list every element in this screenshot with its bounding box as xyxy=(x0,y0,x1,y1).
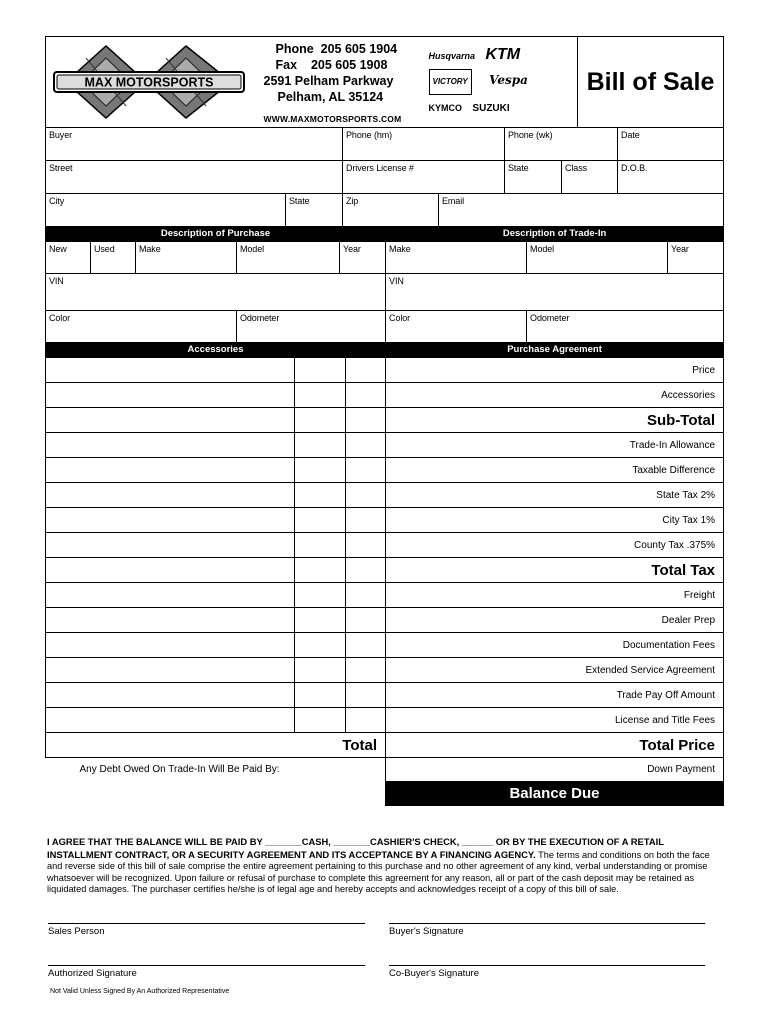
agreement-row xyxy=(46,683,724,708)
accessory-item-cell[interactable] xyxy=(46,583,295,608)
class-field[interactable]: Class xyxy=(562,161,618,194)
phone-hm-field[interactable]: Phone (hm) xyxy=(343,128,505,161)
max-motorsports-logo xyxy=(46,38,251,124)
email-field[interactable]: Email xyxy=(439,194,724,227)
husqvarna-logo: Husqvarna xyxy=(428,51,476,61)
accessory-qty-cell[interactable] xyxy=(295,658,346,683)
drivers-license-field[interactable]: Drivers License # xyxy=(343,161,505,194)
spacer-cell xyxy=(46,782,386,806)
accessory-item-cell[interactable] xyxy=(46,458,295,483)
accessory-item-cell[interactable] xyxy=(46,383,295,408)
accessory-price-cell[interactable] xyxy=(346,433,386,458)
fax-number: 205 605 1908 xyxy=(310,58,388,72)
agreement-cell[interactable] xyxy=(386,383,724,408)
agreement-cell[interactable] xyxy=(386,633,724,658)
agreement-label: Price xyxy=(692,364,716,376)
balance-due-label: Balance Due xyxy=(509,785,600,802)
tradein-make-field[interactable]: Make xyxy=(386,242,527,274)
accessory-price-cell[interactable] xyxy=(346,483,386,508)
buyer-signature-line[interactable] xyxy=(389,923,705,924)
accessory-qty-cell[interactable] xyxy=(295,558,346,583)
agreement-cell[interactable] xyxy=(386,658,724,683)
accessory-price-cell[interactable] xyxy=(346,683,386,708)
accessory-qty-cell[interactable] xyxy=(295,683,346,708)
accessory-price-cell[interactable] xyxy=(346,408,386,433)
down-payment-label: Down Payment xyxy=(647,764,715,775)
header-table xyxy=(45,36,724,128)
accessory-qty-cell[interactable] xyxy=(295,633,346,658)
agreement-cell[interactable] xyxy=(386,683,724,708)
agreement-terms-text: The terms and conditions on both the face and reverse side of this bill of sale comprise the entire agreement pertaining to this purchase and no other agreement of any kind, verbal understanding or promise whatsoever will be recognized. Upon failure or refusal of purchase to complete this agreement for any reason, all or part of the cash deposit may be retained as liquidated damages. The purchaser certifies he/she is of legal age and hereby accepts and acknowledges receipt of a copy of this bill of sale. xyxy=(47,849,710,895)
tradein-model-field[interactable]: Model xyxy=(527,242,668,274)
agreement-row xyxy=(46,458,724,483)
total-label: Total xyxy=(342,736,377,754)
accessory-price-cell[interactable] xyxy=(346,658,386,683)
buyer-field[interactable]: Buyer xyxy=(46,128,343,161)
odometer-field[interactable]: Odometer xyxy=(237,311,386,343)
sales-person-label: Sales Person xyxy=(48,926,105,937)
total-cell[interactable] xyxy=(46,733,386,758)
accessory-qty-cell[interactable] xyxy=(295,533,346,558)
accessory-price-cell[interactable] xyxy=(346,458,386,483)
accessory-qty-cell[interactable] xyxy=(295,458,346,483)
agreement-cell[interactable] xyxy=(386,608,724,633)
bill-of-sale-form xyxy=(45,36,723,806)
authorized-signature-line[interactable] xyxy=(48,965,365,966)
accessory-price-cell[interactable] xyxy=(346,633,386,658)
accessory-qty-cell[interactable] xyxy=(295,408,346,433)
fax-label: Fax xyxy=(275,58,298,72)
brand-logos xyxy=(429,41,559,127)
agreement-cell[interactable] xyxy=(386,483,724,508)
accessory-qty-cell[interactable] xyxy=(295,383,346,408)
agreement-row xyxy=(46,383,724,408)
down-payment-cell[interactable] xyxy=(386,758,724,782)
date-field[interactable]: Date xyxy=(618,128,724,161)
agreement-row xyxy=(46,433,724,458)
accessory-item-cell[interactable] xyxy=(46,358,295,383)
agreement-cell[interactable] xyxy=(386,408,724,433)
trade-debt-cell[interactable] xyxy=(46,758,386,782)
suzuki-logo: SUZUKI xyxy=(472,103,510,114)
agreement-bold-text: I AGREE THAT THE BALANCE WILL BE PAID BY _______CASH, _______CASHIER'S CHECK, ______ OR BY THE EXECUTION OF A RETAIL INSTALLMENT CONTRACT, OR A SECURITY AGREEMENT AND ITS ACCEPTANCE BY A FINANCING AGENCY. xyxy=(47,836,664,860)
authorized-signature-label: Authorized Signature xyxy=(48,968,137,979)
address-line2: Pelham, AL 35124 xyxy=(277,90,384,104)
total-price-label: Total Price xyxy=(639,736,715,754)
agreement-paragraph xyxy=(47,836,727,896)
total-price-cell[interactable] xyxy=(386,733,724,758)
address-line1: 2591 Pelham Parkway xyxy=(263,74,394,88)
accessory-item-cell[interactable] xyxy=(46,508,295,533)
cobuyer-signature-line[interactable] xyxy=(389,965,705,966)
accessory-item-cell[interactable] xyxy=(46,433,295,458)
logo-cell xyxy=(46,37,258,128)
accessory-qty-cell[interactable] xyxy=(295,508,346,533)
agreement-label: Taxable Difference xyxy=(632,464,716,476)
zip-field[interactable]: Zip xyxy=(343,194,439,227)
agreement-cell[interactable] xyxy=(386,358,724,383)
model-field[interactable]: Model xyxy=(237,242,340,274)
agreement-label: License and Title Fees xyxy=(614,714,716,726)
accessory-item-cell[interactable] xyxy=(46,558,295,583)
title-cell xyxy=(578,37,724,128)
agreement-label: Accessories xyxy=(661,389,716,401)
agreement-row xyxy=(46,533,724,558)
vin-field[interactable]: VIN xyxy=(46,274,386,311)
agreement-row xyxy=(46,558,724,583)
accessory-price-cell[interactable] xyxy=(346,533,386,558)
state-field[interactable]: State xyxy=(505,161,562,194)
agreement-label: Trade Pay Off Amount xyxy=(616,689,716,701)
agreement-cell[interactable] xyxy=(386,583,724,608)
website: WWW.MAXMOTORSPORTS.COM xyxy=(263,114,402,124)
agreement-label: Total Tax xyxy=(651,561,716,579)
agreement-row xyxy=(46,508,724,533)
cobuyer-signature-label: Co-Buyer's Signature xyxy=(389,968,479,979)
agreement-row xyxy=(46,708,724,733)
sales-person-line[interactable] xyxy=(48,923,365,924)
agreement-row xyxy=(46,658,724,683)
street-table xyxy=(45,160,724,194)
agreement-label: Trade-In Allowance xyxy=(629,439,716,451)
accessory-price-cell[interactable] xyxy=(346,708,386,733)
agreement-row xyxy=(46,408,724,433)
tradein-heading: Description of Trade-In xyxy=(386,227,724,242)
phone-label: Phone xyxy=(275,42,314,56)
accessory-qty-cell[interactable] xyxy=(295,433,346,458)
victory-logo: VICTORY xyxy=(429,69,472,95)
state2-field[interactable]: State xyxy=(286,194,343,227)
agreement-label: Dealer Prep xyxy=(661,614,716,626)
phone-number: 205 605 1904 xyxy=(320,42,398,56)
phone-wk-field[interactable]: Phone (wk) xyxy=(505,128,618,161)
street-field[interactable]: Street xyxy=(46,161,343,194)
accessory-qty-cell[interactable] xyxy=(295,708,346,733)
agreement-cell[interactable] xyxy=(386,708,724,733)
agreement-label: Extended Service Agreement xyxy=(585,664,716,676)
accessory-price-cell[interactable] xyxy=(346,508,386,533)
agreement-label: State Tax 2% xyxy=(656,489,716,501)
accessory-item-cell[interactable] xyxy=(46,708,295,733)
page-title: Bill of Sale xyxy=(586,67,715,96)
accessory-qty-cell[interactable] xyxy=(295,608,346,633)
agreement-row xyxy=(46,608,724,633)
agreement-row xyxy=(46,483,724,508)
agreement-row xyxy=(46,633,724,658)
agreement-label: Documentation Fees xyxy=(622,639,716,651)
agreement-cell[interactable] xyxy=(386,433,724,458)
new-field[interactable]: New xyxy=(46,242,91,274)
buyer-signature-label: Buyer's Signature xyxy=(389,926,464,937)
make-field[interactable]: Make xyxy=(136,242,237,274)
dob-field[interactable]: D.O.B. xyxy=(618,161,724,194)
tradein-odometer-field[interactable]: Odometer xyxy=(527,311,724,343)
accessory-qty-cell[interactable] xyxy=(295,583,346,608)
color-field[interactable]: Color xyxy=(46,311,237,343)
accessory-price-cell[interactable] xyxy=(346,583,386,608)
agreement-cell[interactable] xyxy=(386,533,724,558)
used-field[interactable]: Used xyxy=(91,242,136,274)
tradein-year-field[interactable]: Year xyxy=(668,242,724,274)
totals-table xyxy=(45,732,724,806)
vespa-logo: Vespa xyxy=(489,73,528,87)
accessory-item-cell[interactable] xyxy=(46,608,295,633)
purchase-heading: Description of Purchase xyxy=(46,227,386,242)
ktm-logo: KTM xyxy=(485,46,521,63)
accessory-price-cell[interactable] xyxy=(346,383,386,408)
accessory-item-cell[interactable] xyxy=(46,408,295,433)
tradein-vin-field[interactable]: VIN xyxy=(386,274,724,311)
accessory-item-cell[interactable] xyxy=(46,633,295,658)
accessory-item-cell[interactable] xyxy=(46,533,295,558)
accessory-item-cell[interactable] xyxy=(46,483,295,508)
city-table xyxy=(45,193,724,227)
agreement-label: City Tax 1% xyxy=(662,514,716,526)
accessories-agreement-table xyxy=(45,342,724,733)
year-field[interactable]: Year xyxy=(340,242,386,274)
accessory-qty-cell[interactable] xyxy=(295,483,346,508)
accessories-heading: Accessories xyxy=(46,343,386,358)
agreement-row xyxy=(46,358,724,383)
footer-note: Not Valid Unless Signed By An Authorized Representative xyxy=(50,988,230,995)
tradein-color-field[interactable]: Color xyxy=(386,311,527,343)
agreement-heading: Purchase Agreement xyxy=(386,343,724,358)
agreement-row xyxy=(46,583,724,608)
accessory-qty-cell[interactable] xyxy=(295,358,346,383)
accessory-item-cell[interactable] xyxy=(46,658,295,683)
trade-debt-label: Any Debt Owed On Trade-In Will Be Paid By: xyxy=(79,764,280,776)
kymco-logo: KYMCO xyxy=(428,103,462,113)
contact-block xyxy=(258,37,578,128)
accessory-item-cell[interactable] xyxy=(46,683,295,708)
agreement-label: County Tax .375% xyxy=(634,539,716,551)
agreement-label: Freight xyxy=(683,589,716,601)
buyer-info-table xyxy=(45,127,724,161)
agreement-label: Sub-Total xyxy=(646,411,716,429)
agreement-cell[interactable] xyxy=(386,458,724,483)
logo-text: MAX MOTORSPORTS xyxy=(84,75,214,90)
accessory-price-cell[interactable] xyxy=(346,558,386,583)
agreement-cell[interactable] xyxy=(386,558,724,583)
balance-due-cell[interactable] xyxy=(386,782,724,806)
accessory-price-cell[interactable] xyxy=(346,608,386,633)
city-field[interactable]: City xyxy=(46,194,286,227)
vehicle-table xyxy=(45,226,724,343)
accessory-price-cell[interactable] xyxy=(346,358,386,383)
agreement-cell[interactable] xyxy=(386,508,724,533)
